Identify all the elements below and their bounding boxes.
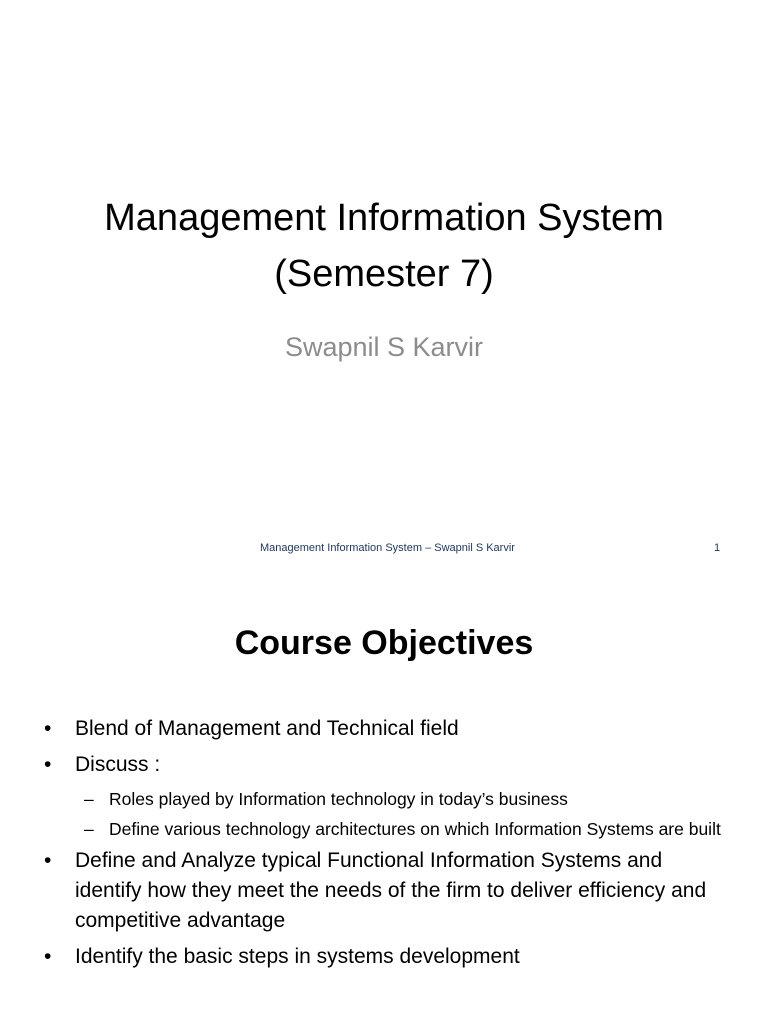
list-item: • Blend of Management and Technical field bbox=[44, 714, 734, 744]
slide-heading: Course Objectives bbox=[234, 624, 534, 662]
title-line-1: Management Information System bbox=[104, 197, 664, 239]
sub-list-item: – Roles played by Information technology in today’s business bbox=[44, 786, 734, 812]
page-number: 1 bbox=[714, 542, 721, 554]
author-subtitle: Swapnil S Karvir bbox=[284, 332, 484, 362]
sub-list-item: – Define various technology architectures on which Information Systems are built bbox=[44, 816, 734, 842]
title-line-2: (Semester 7) bbox=[274, 253, 494, 295]
list-item: • Discuss : bbox=[44, 750, 734, 780]
footer-text: Management Information System – Swapnil S Karvir bbox=[260, 542, 515, 554]
objectives-list bbox=[44, 714, 734, 978]
course-objectives-slide bbox=[0, 576, 768, 1024]
list-item: • Identify the basic steps in systems development bbox=[44, 942, 734, 972]
slide-title bbox=[0, 190, 768, 302]
list-item: • Define and Analyze typical Functional Information Systems and identify how they meet the needs of the firm to deliver efficiency and competitive advantage bbox=[44, 846, 734, 936]
